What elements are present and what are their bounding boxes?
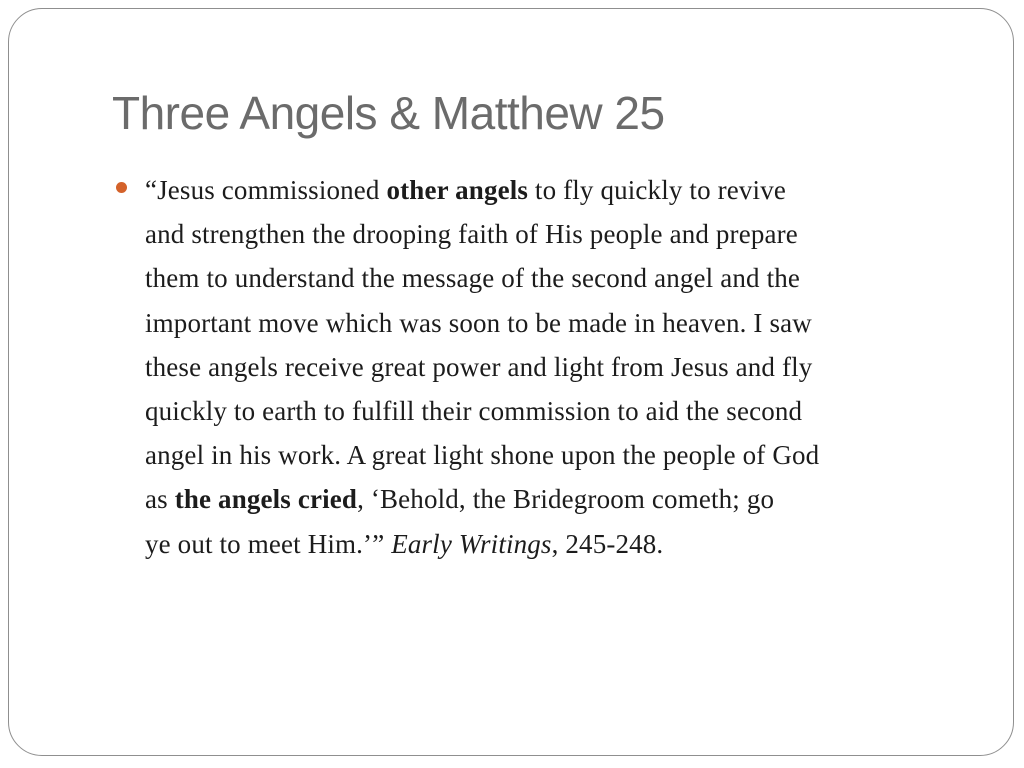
bullet-line-4: important move which was soon to be made in heaven. I saw xyxy=(145,307,812,338)
bullet-line-2: and strengthen the drooping faith of His people and prepare xyxy=(145,219,798,250)
slide-title: Three Angels & Matthew 25 xyxy=(112,87,665,139)
bullet-item xyxy=(115,168,975,566)
bullet-line-9 xyxy=(145,529,663,559)
bullet-line-7: angel in his work. A great light shone upon the people of God xyxy=(145,440,820,471)
bullet-line-6: quickly to earth to fulfill their commission to aid the second xyxy=(145,396,803,427)
bullet-line-3: them to understand the message of the second angel and the xyxy=(145,263,800,294)
citation-pages: , 245-248. xyxy=(551,528,664,559)
bullet-line-8 xyxy=(145,484,774,514)
line-text: “Jesus commissioned xyxy=(145,175,387,205)
line-text: , ‘Behold, the Bridegroom cometh; go xyxy=(357,484,775,515)
bold-phrase: the angels cried xyxy=(174,484,358,515)
citation-title: Early Writings xyxy=(391,528,552,559)
bullet-line-1 xyxy=(145,175,786,205)
bold-phrase: other angels xyxy=(386,175,529,205)
bullet-line-5: these angels receive great power and light from Jesus and fly xyxy=(145,351,813,382)
bullet-text xyxy=(145,168,975,566)
line-text: as xyxy=(145,484,175,515)
line-text: ye out to meet Him.’” xyxy=(145,528,392,559)
slide-content xyxy=(115,168,975,566)
line-text: to fly quickly to revive xyxy=(528,175,786,205)
bullet-icon xyxy=(116,182,127,193)
